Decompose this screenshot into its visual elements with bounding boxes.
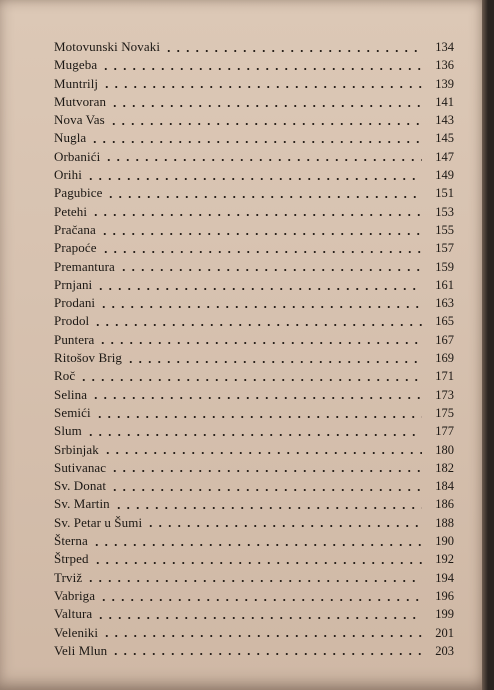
toc-entry xyxy=(54,294,454,312)
toc-entry-title: Selina xyxy=(54,386,88,402)
toc-entry-page-number: 161 xyxy=(435,277,454,292)
dot-leader xyxy=(101,251,422,253)
toc-entry xyxy=(54,129,454,147)
toc-entry xyxy=(54,514,454,532)
toc-entry-page-number: 182 xyxy=(435,460,454,475)
dot-leader xyxy=(119,269,422,271)
toc-entry xyxy=(54,367,454,385)
dot-leader xyxy=(104,159,422,161)
dot-leader xyxy=(98,342,422,344)
dot-leader xyxy=(109,123,422,125)
toc-entry-page-number: 167 xyxy=(435,332,454,347)
toc-entry-page-number: 139 xyxy=(435,76,454,91)
toc-entry-page-number: 141 xyxy=(435,94,454,109)
dot-leader xyxy=(146,525,422,527)
dot-leader xyxy=(92,544,422,546)
toc-entry xyxy=(54,386,454,404)
dot-leader xyxy=(102,635,422,637)
toc-entry xyxy=(54,569,454,587)
dot-leader xyxy=(111,653,422,655)
toc-entry-title: Veleniki xyxy=(54,624,99,640)
toc-entry-page-number: 149 xyxy=(435,168,454,183)
toc-entry-title: Štrped xyxy=(54,551,89,567)
toc-entry-title: Ritošov Brig xyxy=(54,350,123,366)
toc-entry-title: Prnjani xyxy=(54,276,93,292)
toc-entry-title: Prodol xyxy=(54,313,90,329)
toc-entry-title: Sv. Petar u Šumi xyxy=(54,514,143,530)
toc-entry-page-number: 201 xyxy=(435,625,454,640)
toc-entry-page-number: 171 xyxy=(435,369,454,384)
dot-leader xyxy=(91,397,422,399)
toc-entry-title: Mugeba xyxy=(54,57,98,73)
toc-entry-page-number: 159 xyxy=(435,259,454,274)
toc-entry xyxy=(54,605,454,623)
toc-entry xyxy=(54,258,454,276)
toc-entry xyxy=(54,624,454,642)
toc-entry-page-number: 175 xyxy=(435,405,454,420)
toc-entry-page-number: 169 xyxy=(435,351,454,366)
dot-leader xyxy=(93,324,422,326)
toc-entry-page-number: 186 xyxy=(435,497,454,512)
dot-leader xyxy=(95,416,422,418)
toc-entry-title: Orihi xyxy=(54,167,82,183)
toc-entry-title: Veli Mlun xyxy=(54,642,108,658)
toc-entry-title: Pagubice xyxy=(54,185,103,201)
toc-entry xyxy=(54,75,454,93)
toc-entry-page-number: 153 xyxy=(435,204,454,219)
dot-leader xyxy=(86,580,422,582)
toc-entry-title: Sv. Martin xyxy=(54,496,110,512)
toc-entry-page-number: 190 xyxy=(435,534,454,549)
toc-entry-page-number: 173 xyxy=(435,387,454,402)
toc-entry xyxy=(54,642,454,660)
toc-entry-title: Nugla xyxy=(54,130,87,146)
toc-entry-title: Nova Vas xyxy=(54,112,105,128)
toc-entry-title: Pračana xyxy=(54,221,96,237)
toc-entry xyxy=(54,532,454,550)
toc-entry xyxy=(54,56,454,74)
toc-entry xyxy=(54,404,454,422)
dot-leader xyxy=(114,507,422,509)
dot-leader xyxy=(100,233,422,235)
dot-leader xyxy=(110,489,422,491)
toc-entry xyxy=(54,587,454,605)
toc-entry-page-number: 199 xyxy=(435,607,454,622)
toc-entry-title: Orbanići xyxy=(54,148,101,164)
toc-entry-page-number: 180 xyxy=(435,442,454,457)
dot-leader xyxy=(110,470,422,472)
toc-entry xyxy=(54,459,454,477)
dot-leader xyxy=(102,86,422,88)
toc-entry-title: Šterna xyxy=(54,533,88,549)
dot-leader xyxy=(106,196,422,198)
toc-entry-title: Trviž xyxy=(54,569,83,585)
toc-entry xyxy=(54,38,454,56)
toc-entry-page-number: 192 xyxy=(435,552,454,567)
dot-leader xyxy=(96,617,422,619)
toc-entry xyxy=(54,239,454,257)
toc-entry xyxy=(54,441,454,459)
toc-entry-title: Valtura xyxy=(54,606,93,622)
dot-leader xyxy=(93,562,422,564)
toc-entry-title: Muntrilj xyxy=(54,75,99,91)
toc-entry-page-number: 184 xyxy=(435,479,454,494)
toc-entry-title: Semići xyxy=(54,404,91,420)
dot-leader xyxy=(91,214,422,216)
toc-entry-page-number: 163 xyxy=(435,296,454,311)
table-of-contents xyxy=(54,38,454,660)
toc-entry xyxy=(54,422,454,440)
dot-leader xyxy=(99,306,422,308)
dot-leader xyxy=(96,288,422,290)
dot-leader xyxy=(103,452,422,454)
toc-entry xyxy=(54,93,454,111)
toc-entry-page-number: 143 xyxy=(435,113,454,128)
toc-entry xyxy=(54,349,454,367)
toc-entry xyxy=(54,276,454,294)
toc-entry xyxy=(54,148,454,166)
toc-entry-page-number: 155 xyxy=(435,222,454,237)
toc-entry-title: Vabriga xyxy=(54,587,96,603)
toc-entry-title: Srbinjak xyxy=(54,441,99,457)
toc-entry-title: Prapoće xyxy=(54,240,97,256)
toc-entry-title: Mutvoran xyxy=(54,93,107,109)
toc-entry-title: Sv. Donat xyxy=(54,478,107,494)
dot-leader xyxy=(79,379,422,381)
toc-entry-page-number: 134 xyxy=(435,40,454,54)
dot-leader xyxy=(90,141,422,143)
toc-entry-page-number: 165 xyxy=(435,314,454,329)
toc-entry-page-number: 147 xyxy=(435,149,454,164)
toc-entry-page-number: 145 xyxy=(435,131,454,146)
toc-entry xyxy=(54,312,454,330)
toc-entry-page-number: 203 xyxy=(435,643,454,658)
toc-entry-page-number: 188 xyxy=(435,515,454,530)
toc-entry xyxy=(54,111,454,129)
toc-entry xyxy=(54,166,454,184)
toc-entry-page-number: 196 xyxy=(435,588,454,603)
toc-entry xyxy=(54,331,454,349)
toc-entry xyxy=(54,550,454,568)
toc-entry-page-number: 151 xyxy=(435,186,454,201)
toc-entry-title: Sutivanac xyxy=(54,459,107,475)
dot-leader xyxy=(99,599,422,601)
toc-entry-title: Roč xyxy=(54,368,76,384)
toc-entry-page-number: 177 xyxy=(435,424,454,439)
dot-leader xyxy=(86,178,422,180)
toc-entry-title: Premantura xyxy=(54,258,115,274)
toc-entry-page-number: 194 xyxy=(435,570,454,585)
toc-entry-page-number: 136 xyxy=(435,58,454,73)
dot-leader xyxy=(86,434,422,436)
toc-entry-page-number: 157 xyxy=(435,241,454,256)
toc-entry-title: Petehi xyxy=(54,203,88,219)
toc-entry-title: Slum xyxy=(54,423,82,439)
dot-leader xyxy=(164,50,422,52)
toc-entry-title: Puntera xyxy=(54,331,95,347)
page-edge xyxy=(482,0,488,690)
dot-leader xyxy=(110,105,422,107)
dot-leader xyxy=(126,361,422,363)
toc-entry-title: Prodani xyxy=(54,295,96,311)
toc-entry xyxy=(54,477,454,495)
toc-entry-title: Motovunski Novaki xyxy=(54,39,161,54)
toc-entry xyxy=(54,184,454,202)
dot-leader xyxy=(101,68,422,70)
toc-entry xyxy=(54,495,454,513)
toc-entry xyxy=(54,203,454,221)
toc-entry xyxy=(54,221,454,239)
